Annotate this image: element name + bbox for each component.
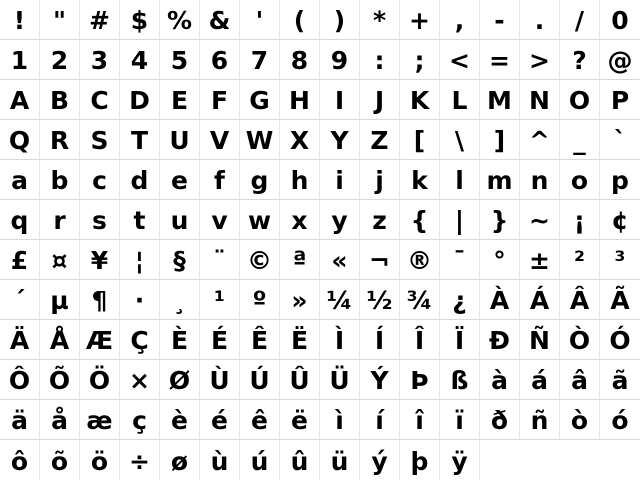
- glyph-cell: r: [40, 200, 80, 240]
- glyph-cell: ï: [440, 400, 480, 440]
- glyph-cell: M: [480, 80, 520, 120]
- glyph-cell: Ö: [80, 360, 120, 400]
- glyph-cell: õ: [40, 440, 80, 480]
- glyph-cell: ¬: [360, 240, 400, 280]
- glyph-cell: Z: [360, 120, 400, 160]
- glyph-cell: <: [440, 40, 480, 80]
- glyph-cell: Ã: [600, 280, 640, 320]
- glyph-cell: ]: [480, 120, 520, 160]
- glyph-cell: ù: [200, 440, 240, 480]
- glyph-cell: ^: [520, 120, 560, 160]
- glyph-cell: ÿ: [440, 440, 480, 480]
- glyph-cell: Æ: [80, 320, 120, 360]
- glyph-cell: a: [0, 160, 40, 200]
- glyph-cell: ã: [600, 360, 640, 400]
- glyph-cell: U: [160, 120, 200, 160]
- glyph-cell: ³: [600, 240, 640, 280]
- glyph-cell: (: [280, 0, 320, 40]
- glyph-cell: Í: [360, 320, 400, 360]
- glyph-cell: û: [280, 440, 320, 480]
- glyph-cell: ,: [440, 0, 480, 40]
- glyph-cell: Q: [0, 120, 40, 160]
- glyph-cell: Ü: [320, 360, 360, 400]
- glyph-cell: Ô: [0, 360, 40, 400]
- glyph-cell: h: [280, 160, 320, 200]
- glyph-cell: A: [0, 80, 40, 120]
- glyph-cell: T: [120, 120, 160, 160]
- glyph-cell: +: [400, 0, 440, 40]
- glyph-cell: $: [120, 0, 160, 40]
- glyph-cell: ò: [560, 400, 600, 440]
- glyph-cell: ô: [0, 440, 40, 480]
- glyph-cell: /: [560, 0, 600, 40]
- glyph-cell: é: [200, 400, 240, 440]
- glyph-cell: !: [0, 0, 40, 40]
- glyph-cell: ±: [520, 240, 560, 280]
- glyph-cell: J: [360, 80, 400, 120]
- glyph-cell: {: [400, 200, 440, 240]
- glyph-cell: .: [520, 0, 560, 40]
- glyph-cell: ë: [280, 400, 320, 440]
- glyph-cell: L: [440, 80, 480, 120]
- glyph-cell: ¤: [40, 240, 80, 280]
- glyph-cell: ð: [480, 400, 520, 440]
- glyph-cell: Ê: [240, 320, 280, 360]
- glyph-cell: ç: [120, 400, 160, 440]
- glyph-cell: G: [240, 80, 280, 120]
- glyph-cell: È: [160, 320, 200, 360]
- empty-cell: [480, 440, 520, 480]
- glyph-cell: í: [360, 400, 400, 440]
- glyph-cell: ': [240, 0, 280, 40]
- glyph-cell: Ù: [200, 360, 240, 400]
- glyph-cell: É: [200, 320, 240, 360]
- glyph-cell: ö: [80, 440, 120, 480]
- glyph-cell: ø: [160, 440, 200, 480]
- glyph-cell: ¿: [440, 280, 480, 320]
- glyph-cell: ¸: [160, 280, 200, 320]
- glyph-cell: °: [480, 240, 520, 280]
- glyph-cell: ì: [320, 400, 360, 440]
- glyph-cell: ê: [240, 400, 280, 440]
- glyph-cell: O: [560, 80, 600, 120]
- glyph-cell: Ò: [560, 320, 600, 360]
- glyph-cell: Ó: [600, 320, 640, 360]
- glyph-cell: ý: [360, 440, 400, 480]
- glyph-cell: B: [40, 80, 80, 120]
- glyph-cell: â: [560, 360, 600, 400]
- glyph-cell: ¶: [80, 280, 120, 320]
- glyph-cell: `: [600, 120, 640, 160]
- glyph-cell: Ï: [440, 320, 480, 360]
- glyph-cell: þ: [400, 440, 440, 480]
- glyph-cell: }: [480, 200, 520, 240]
- glyph-cell: j: [360, 160, 400, 200]
- glyph-cell: 1: [0, 40, 40, 80]
- glyph-cell: è: [160, 400, 200, 440]
- glyph-cell: ~: [520, 200, 560, 240]
- glyph-cell: =: [480, 40, 520, 80]
- glyph-cell: ;: [400, 40, 440, 80]
- glyph-cell: q: [0, 200, 40, 240]
- glyph-cell: S: [80, 120, 120, 160]
- glyph-cell: b: [40, 160, 80, 200]
- glyph-cell: f: [200, 160, 240, 200]
- glyph-cell: |: [440, 200, 480, 240]
- glyph-cell: ¯: [440, 240, 480, 280]
- glyph-cell: Y: [320, 120, 360, 160]
- glyph-cell: Ú: [240, 360, 280, 400]
- glyph-cell: À: [480, 280, 520, 320]
- glyph-cell: Õ: [40, 360, 80, 400]
- glyph-cell: ¦: [120, 240, 160, 280]
- glyph-cell: ¨: [200, 240, 240, 280]
- glyph-cell: ¼: [320, 280, 360, 320]
- glyph-cell: 4: [120, 40, 160, 80]
- glyph-cell: ?: [560, 40, 600, 80]
- glyph-cell: ¢: [600, 200, 640, 240]
- glyph-cell: ¡: [560, 200, 600, 240]
- glyph-cell: k: [400, 160, 440, 200]
- glyph-cell: ": [40, 0, 80, 40]
- glyph-cell: t: [120, 200, 160, 240]
- glyph-cell: n: [520, 160, 560, 200]
- glyph-cell: x: [280, 200, 320, 240]
- glyph-cell: &: [200, 0, 240, 40]
- glyph-cell: 8: [280, 40, 320, 80]
- glyph-cell: î: [400, 400, 440, 440]
- glyph-cell: à: [480, 360, 520, 400]
- glyph-cell: ª: [280, 240, 320, 280]
- glyph-cell: m: [480, 160, 520, 200]
- glyph-cell: -: [480, 0, 520, 40]
- glyph-cell: ¥: [80, 240, 120, 280]
- glyph-cell: %: [160, 0, 200, 40]
- glyph-cell: E: [160, 80, 200, 120]
- glyph-cell: ©: [240, 240, 280, 280]
- glyph-cell: Ý: [360, 360, 400, 400]
- glyph-cell: Ø: [160, 360, 200, 400]
- glyph-cell: o: [560, 160, 600, 200]
- glyph-cell: :: [360, 40, 400, 80]
- glyph-cell: 5: [160, 40, 200, 80]
- glyph-cell: I: [320, 80, 360, 120]
- glyph-cell: X: [280, 120, 320, 160]
- glyph-cell: §: [160, 240, 200, 280]
- glyph-cell: ²: [560, 240, 600, 280]
- glyph-cell: Á: [520, 280, 560, 320]
- empty-cell: [560, 440, 600, 480]
- glyph-cell: ¹: [200, 280, 240, 320]
- glyph-cell: ®: [400, 240, 440, 280]
- glyph-cell: _: [560, 120, 600, 160]
- glyph-cell: ÷: [120, 440, 160, 480]
- glyph-cell: Â: [560, 280, 600, 320]
- glyph-cell: Ä: [0, 320, 40, 360]
- glyph-cell: d: [120, 160, 160, 200]
- glyph-cell: c: [80, 160, 120, 200]
- glyph-cell: i: [320, 160, 360, 200]
- glyph-cell: Å: [40, 320, 80, 360]
- glyph-cell: >: [520, 40, 560, 80]
- glyph-cell: N: [520, 80, 560, 120]
- empty-cell: [520, 440, 560, 480]
- glyph-cell: @: [600, 40, 640, 80]
- glyph-cell: p: [600, 160, 640, 200]
- glyph-cell: [: [400, 120, 440, 160]
- glyph-cell: ½: [360, 280, 400, 320]
- glyph-cell: z: [360, 200, 400, 240]
- glyph-cell: ó: [600, 400, 640, 440]
- empty-cell: [600, 440, 640, 480]
- glyph-cell: ¾: [400, 280, 440, 320]
- glyph-cell: #: [80, 0, 120, 40]
- glyph-cell: å: [40, 400, 80, 440]
- glyph-cell: ×: [120, 360, 160, 400]
- glyph-cell: Î: [400, 320, 440, 360]
- glyph-cell: Û: [280, 360, 320, 400]
- glyph-cell: á: [520, 360, 560, 400]
- glyph-cell: e: [160, 160, 200, 200]
- glyph-cell: º: [240, 280, 280, 320]
- glyph-cell: C: [80, 80, 120, 120]
- glyph-cell: g: [240, 160, 280, 200]
- glyph-cell: ú: [240, 440, 280, 480]
- glyph-cell: £: [0, 240, 40, 280]
- glyph-cell: y: [320, 200, 360, 240]
- glyph-cell: l: [440, 160, 480, 200]
- glyph-cell: Ç: [120, 320, 160, 360]
- glyph-cell: H: [280, 80, 320, 120]
- glyph-cell: ·: [120, 280, 160, 320]
- glyph-cell: Ë: [280, 320, 320, 360]
- glyph-cell: ): [320, 0, 360, 40]
- glyph-cell: Ì: [320, 320, 360, 360]
- glyph-cell: F: [200, 80, 240, 120]
- glyph-cell: 7: [240, 40, 280, 80]
- glyph-cell: Ð: [480, 320, 520, 360]
- glyph-cell: V: [200, 120, 240, 160]
- glyph-cell: s: [80, 200, 120, 240]
- glyph-cell: ü: [320, 440, 360, 480]
- glyph-cell: v: [200, 200, 240, 240]
- glyph-cell: «: [320, 240, 360, 280]
- glyph-cell: µ: [40, 280, 80, 320]
- glyph-cell: ß: [440, 360, 480, 400]
- glyph-cell: W: [240, 120, 280, 160]
- glyph-cell: D: [120, 80, 160, 120]
- glyph-cell: K: [400, 80, 440, 120]
- glyph-cell: R: [40, 120, 80, 160]
- glyph-cell: \: [440, 120, 480, 160]
- glyph-cell: ä: [0, 400, 40, 440]
- glyph-cell: w: [240, 200, 280, 240]
- glyph-cell: P: [600, 80, 640, 120]
- glyph-cell: »: [280, 280, 320, 320]
- glyph-cell: Ñ: [520, 320, 560, 360]
- glyph-cell: æ: [80, 400, 120, 440]
- glyph-cell: 6: [200, 40, 240, 80]
- glyph-cell: u: [160, 200, 200, 240]
- glyph-cell: 2: [40, 40, 80, 80]
- glyph-cell: 0: [600, 0, 640, 40]
- glyph-cell: Þ: [400, 360, 440, 400]
- glyph-cell: ´: [0, 280, 40, 320]
- glyph-cell: ñ: [520, 400, 560, 440]
- glyph-cell: 3: [80, 40, 120, 80]
- glyph-cell: 9: [320, 40, 360, 80]
- glyph-cell: *: [360, 0, 400, 40]
